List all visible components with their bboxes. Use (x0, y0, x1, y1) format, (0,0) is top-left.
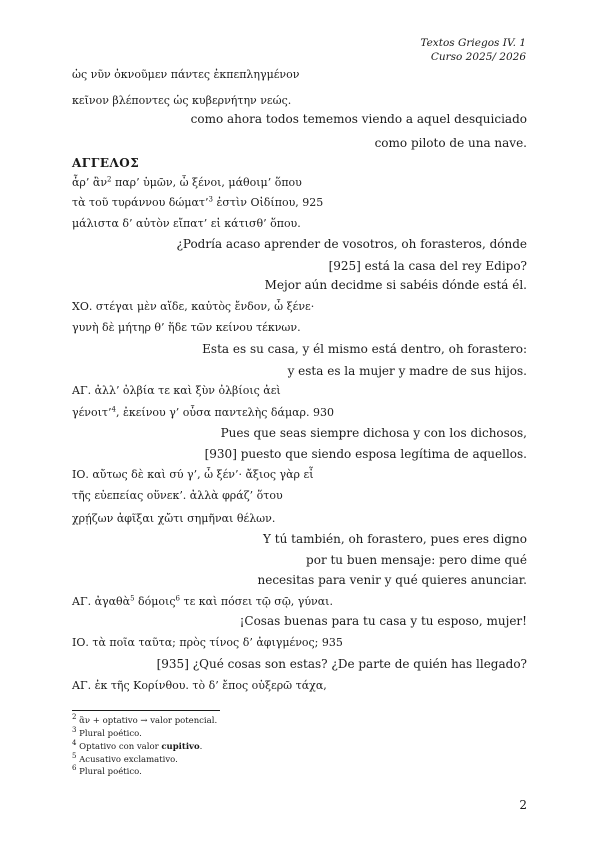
header-course: Textos Griegos IV. 1 (420, 37, 526, 49)
speaker-heading: ΑΓΓΕΛΟΣ (72, 156, 140, 170)
footnote-text: Acusativo exclamativo. (76, 755, 178, 765)
greek-line (72, 595, 333, 608)
line-text: τὰ τοῦ τυράννου δώματ’ (72, 196, 209, 209)
running-header (420, 36, 526, 64)
spanish-line: Pues que seas siempre dichosa y con los dichosos, (220, 426, 527, 440)
footnote-text: Plural poético. (76, 767, 142, 777)
line-text: , ἐκείνου γ’ οὖσα παντελὴς δάμαρ. 930 (115, 406, 334, 419)
greek-line (72, 406, 334, 419)
line-text: γένοιτ’ (72, 406, 112, 419)
line-text: ἆρ’ ἂν (72, 176, 108, 189)
footnote-ref: 4 (72, 739, 77, 748)
greek-line: γυνὴ δὲ μήτηρ θ’ ἥδε τῶν κείνου τέκνων. (72, 321, 301, 334)
greek-line: ΑΓ. ἀλλ’ ὀλβία τε καὶ ξὺν ὀλβίοις ἀεὶ (72, 384, 281, 397)
footnote-ref: 5 (72, 752, 77, 761)
footnote-ref: 3 (72, 726, 77, 735)
greek-line: χρῄζων ἀφῖξαι χὤτι σημῆναι θέλων. (72, 512, 276, 525)
greek-line: ΙΟ. τὰ ποῖα ταῦτα; πρὸς τίνος δ’ ἀφιγμένος; 935 (72, 636, 343, 649)
footnote-text: Optativo con valor (76, 742, 162, 752)
page-number: 2 (519, 798, 527, 812)
spanish-line: como ahora todos tememos viendo a aquel desquiciado (190, 112, 527, 126)
header-year: Curso 2025/ 2026 (430, 51, 526, 63)
greek-line: ΑΓ. ἐκ τῆς Κορίνθου. τὸ δ’ ἔπος οὑξερῶ τάχα, (72, 679, 327, 692)
line-text: δόμοις (134, 595, 176, 608)
spanish-line: Esta es su casa, y él mismo está dentro, oh forastero: (202, 342, 527, 356)
line-text: τε καὶ πόσει τῷ σῷ, γύναι. (180, 595, 333, 608)
footnote (72, 739, 203, 752)
footnote-text: . (199, 742, 203, 752)
greek-line: ὡς νῦν ὀκνοῦμεν πάντες ἐκπεπληγμένον (72, 68, 300, 81)
greek-line: τῆς εὐεπείας οὕνεκ’. ἀλλὰ φράζ’ ὅτου (72, 489, 283, 502)
line-text: ΑΓ. ἀγαθὰ (72, 595, 131, 608)
footnote-rule (72, 710, 220, 711)
greek-line: ΧΟ. στέγαι μὲν αἵδε, καὐτὸς ἔνδον, ὦ ξένε· (72, 300, 315, 313)
footnote-emphasis: cupitivo (161, 742, 200, 752)
footnote-ref: 6 (175, 594, 180, 603)
footnote-ref: 2 (72, 713, 77, 722)
footnote-ref: 3 (208, 195, 213, 204)
footnote-ref: 5 (130, 594, 135, 603)
spanish-line: [930] puesto que siendo esposa legítima de aquellos. (204, 447, 527, 461)
footnote (72, 752, 178, 765)
footnote-ref: 2 (107, 175, 112, 184)
line-text: παρ’ ὑμῶν, ὦ ξένοι, μάθοιμ’ ὅπου (111, 176, 302, 189)
footnote (72, 764, 142, 777)
footnote (72, 726, 142, 739)
spanish-line: Mejor aún decidme si sabéis dónde está él. (264, 278, 527, 292)
greek-line: ΙΟ. αὔτως δὲ καὶ σύ γ’, ὦ ξέν’· ἄξιος γὰρ εἶ (72, 468, 314, 481)
spanish-line: ¿Podría acaso aprender de vosotros, oh forasteros, dónde (176, 237, 527, 251)
greek-line: κεῖνον βλέποντες ὡς κυβερνήτην νεώς. (72, 94, 292, 107)
footnote-ref: 6 (72, 764, 77, 773)
footnote (72, 713, 218, 726)
spanish-line: ¡Cosas buenas para tu casa y tu esposo, mujer! (239, 614, 527, 628)
greek-line: μάλιστα δ’ αὐτὸν εἴπατ’ εἰ κάτισθ’ ὅπου. (72, 217, 301, 230)
footnote-text: ἂν + optativo → valor potencial. (76, 716, 218, 726)
spanish-line: necesitas para venir y qué quieres anunciar. (257, 573, 527, 587)
greek-line (72, 176, 302, 189)
spanish-line: como piloto de una nave. (374, 136, 527, 150)
spanish-line: por tu buen mensaje: pero dime qué (306, 553, 527, 567)
spanish-line: [925] está la casa del rey Edipo? (328, 259, 527, 273)
spanish-line: [935] ¿Qué cosas son estas? ¿De parte de quién has llegado? (156, 657, 527, 671)
footnote-ref: 4 (111, 405, 116, 414)
spanish-line: Y tú también, oh forastero, pues eres digno (263, 532, 527, 546)
footnote-text: Plural poético. (76, 729, 142, 739)
greek-line (72, 196, 323, 209)
spanish-line: y esta es la mujer y madre de sus hijos. (287, 364, 527, 378)
line-text: ἐστὶν Οἰδίπου, 925 (212, 196, 324, 209)
